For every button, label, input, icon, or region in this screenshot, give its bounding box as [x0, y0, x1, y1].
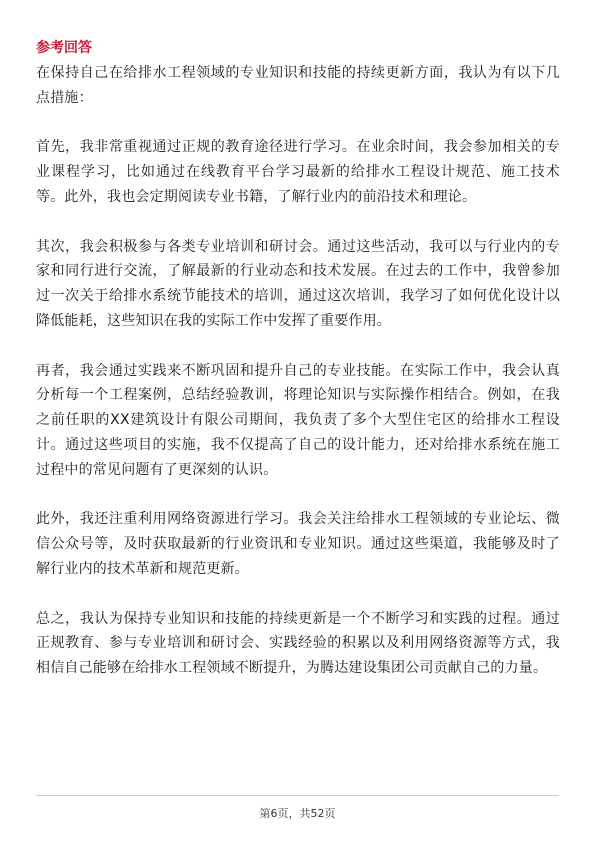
paragraph-intro: 在保持自己在给排水工程领域的专业知识和技能的持续更新方面，我认为有以下几点措施：	[36, 65, 560, 106]
paragraph-third: 再者，我会通过实践来不断巩固和提升自己的专业技能。在实际工作中，我会认真分析每一个工程案例，总结经验教训，将理论知识与实际操作相结合。例如，在我之前任职的XX建筑设计有限公司期间，我负责了多个大型住宅区的给排水工程设计。通过这些项目的实施，我不仅提高了自己的设计能力，还对给排水系统在施工过程中的常见问题有了更深刻的认识。	[36, 362, 560, 478]
paragraph-conclusion: 总之，我认为保持专业知识和技能的持续更新是一个不断学习和实践的过程。通过正规教育、参与专业培训和研讨会、实践经验的积累以及利用网络资源等方式，我相信自己能够在给排水工程领域不断提升，为腾达建设集团公司贡献自己的力量。	[36, 610, 560, 677]
paragraph-fourth: 此外，我还注重利用网络资源进行学习。我会关注给排水工程领域的专业论坛、微信公众号等，及时获取最新的行业资讯和专业知识。通过这些渠道，我能够及时了解行业内的技术革新和规范更新。	[36, 511, 560, 577]
section-heading: 参考回答	[36, 40, 92, 56]
answer-body	[36, 61, 560, 706]
page-number: 第6页，共52页	[259, 807, 336, 820]
footer-divider	[36, 795, 559, 796]
paragraph-second: 其次，我会积极参与各类专业培训和研讨会。通过这些活动，我可以与行业内的专家和同行进行交流，了解最新的行业动态和技术发展。在过去的工作中，我曾参加过一次关于给排水系统节能技术的培训，通过这次培训，我学习了如何优化设计以降低能耗，这些知识在我的实际工作中发挥了重要作用。	[36, 238, 560, 329]
paragraph-first: 首先，我非常重视通过正规的教育途径进行学习。在业余时间，我会参加相关的专业课程学习，比如通过在线教育平台学习最新的给排水工程设计规范、施工技术等。此外，我也会定期阅读专业书籍，了解行业内的前沿技术和理论。	[36, 139, 560, 205]
